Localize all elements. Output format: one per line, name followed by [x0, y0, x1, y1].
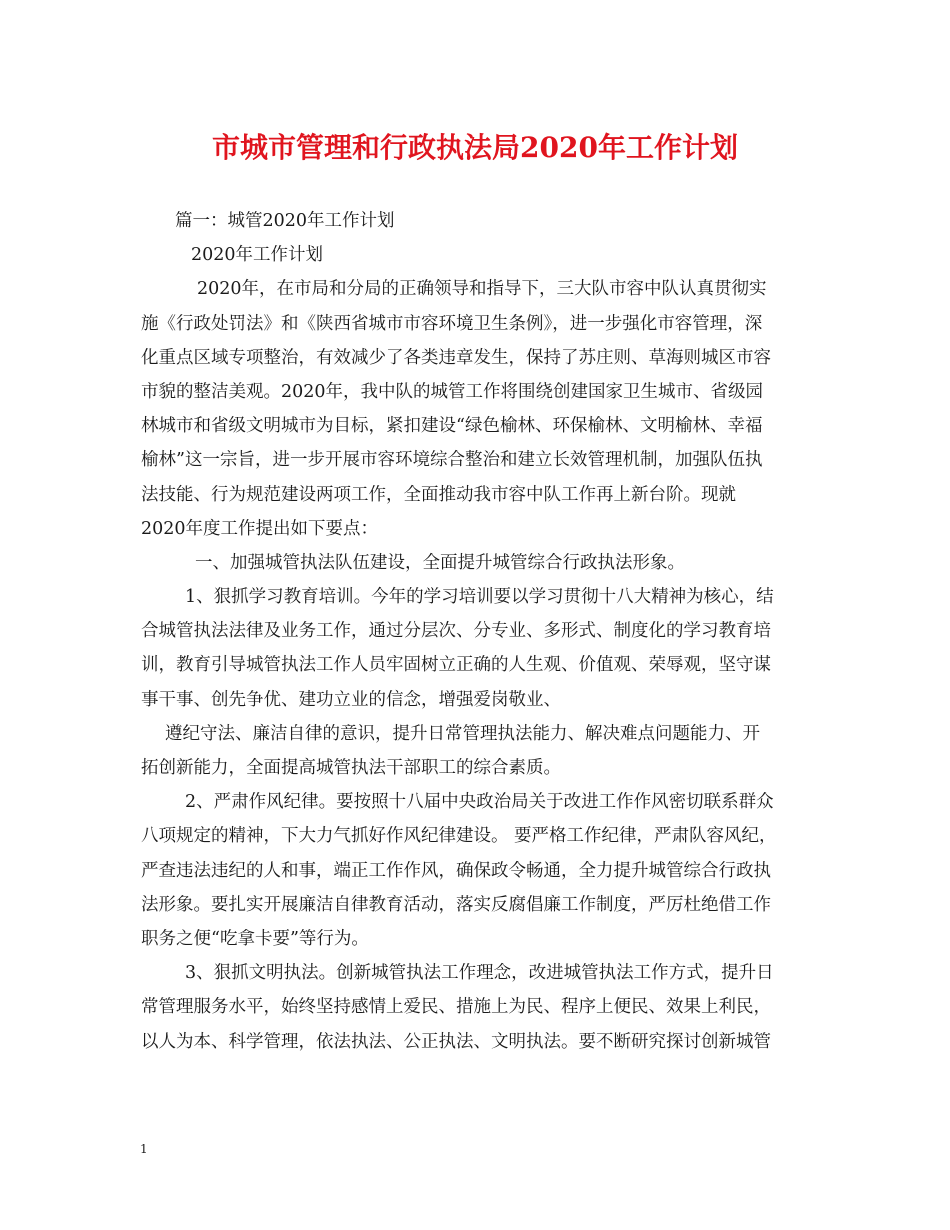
- paragraph-line: 常管理服务水平，始终坚持感情上爱民、措施上为民、程序上便民、效果上利民，: [141, 997, 771, 1018]
- paragraph-line: 3、狠抓文明执法。创新城管执法工作理念，改进城管执法工作方式，提升日: [185, 963, 774, 984]
- paragraph-line: 篇一：城管2020年工作计划: [175, 211, 395, 231]
- paragraph-line: 以人为本、科学管理，依法执法、公正执法、文明执法。要不断研究探讨创新城管: [141, 1031, 771, 1052]
- paragraph-line: 合城管执法法律及业务工作，通过分层次、分专业、多形式、制度化的学习教育培: [141, 621, 771, 642]
- paragraph-line: 训，教育引导城管执法工作人员牢固树立正确的人生观、价值观、荣辱观，坚守谋: [141, 655, 771, 676]
- paragraph-line: 2、严肃作风纪律。要按照十八届中央政治局关于改进工作作风密切联系群众: [185, 792, 774, 813]
- page-number: 1: [140, 1142, 148, 1156]
- paragraph-line: 化重点区域专项整治，有效减少了各类违章发生，保持了苏庄则、草海则城区市容: [141, 347, 771, 368]
- paragraph-line: 2020年，在市局和分局的正确领导和指导下，三大队市容中队认真贯彻实: [197, 279, 767, 300]
- paragraph-line: 拓创新能力，全面提高城管执法干部职工的综合素质。: [141, 758, 561, 778]
- paragraph-line: 市貌的整洁美观。2020年，我中队的城管工作将围绕创建国家卫生城市、省级园: [141, 381, 764, 402]
- paragraph-line: 职务之便“吃拿卡要”等行为。: [141, 928, 369, 949]
- paragraph-line: 法技能、行为规范建设两项工作，全面推动我市容中队工作再上新台阶。现就: [141, 484, 736, 505]
- paragraph-line: 榆林”这一宗旨，进一步开展市容环境综合整治和建立长效管理机制，加强队伍执: [141, 450, 763, 471]
- paragraph-line: 八项规定的精神，下大力气抓好作风纪律建设。 要严格工作纪律，严肃队容风纪，: [141, 826, 777, 847]
- paragraph-line: 一、加强城管执法队伍建设，全面提升城管综合行政执法形象。: [195, 552, 685, 573]
- paragraph-line: 遵纪守法、廉洁自律的意识，提升日常管理执法能力、解决难点问题能力、开: [165, 723, 760, 744]
- document-body: [141, 204, 831, 1059]
- paragraph-line: 1、狠抓学习教育培训。今年的学习培训要以学习贯彻十八大精神为核心，结: [185, 587, 774, 608]
- paragraph-line: 2020年工作计划: [191, 245, 324, 266]
- paragraph-line: 法形象。要扎实开展廉洁自律教育活动，落实反腐倡廉工作制度，严厉杜绝借工作: [141, 894, 771, 915]
- paragraph-line: 施《行政处罚法》和《陕西省城市市容环境卫生条例》，进一步强化市容管理，深: [141, 313, 763, 334]
- paragraph-line: 严查违法违纪的人和事，端正工作作风，确保政令畅通，全力提升城管综合行政执: [141, 860, 771, 881]
- document-title: 市城市管理和行政执法局2020年工作计划: [212, 131, 738, 164]
- paragraph-line: 事干事、创先争优、建功立业的信念，增强爱岗敬业、: [141, 689, 561, 710]
- paragraph-line: 2020年度工作提出如下要点：: [141, 518, 379, 539]
- paragraph-line: 林城市和省级文明城市为目标，紧扣建设“绿色榆林、环保榆林、文明榆林、幸福: [141, 416, 763, 437]
